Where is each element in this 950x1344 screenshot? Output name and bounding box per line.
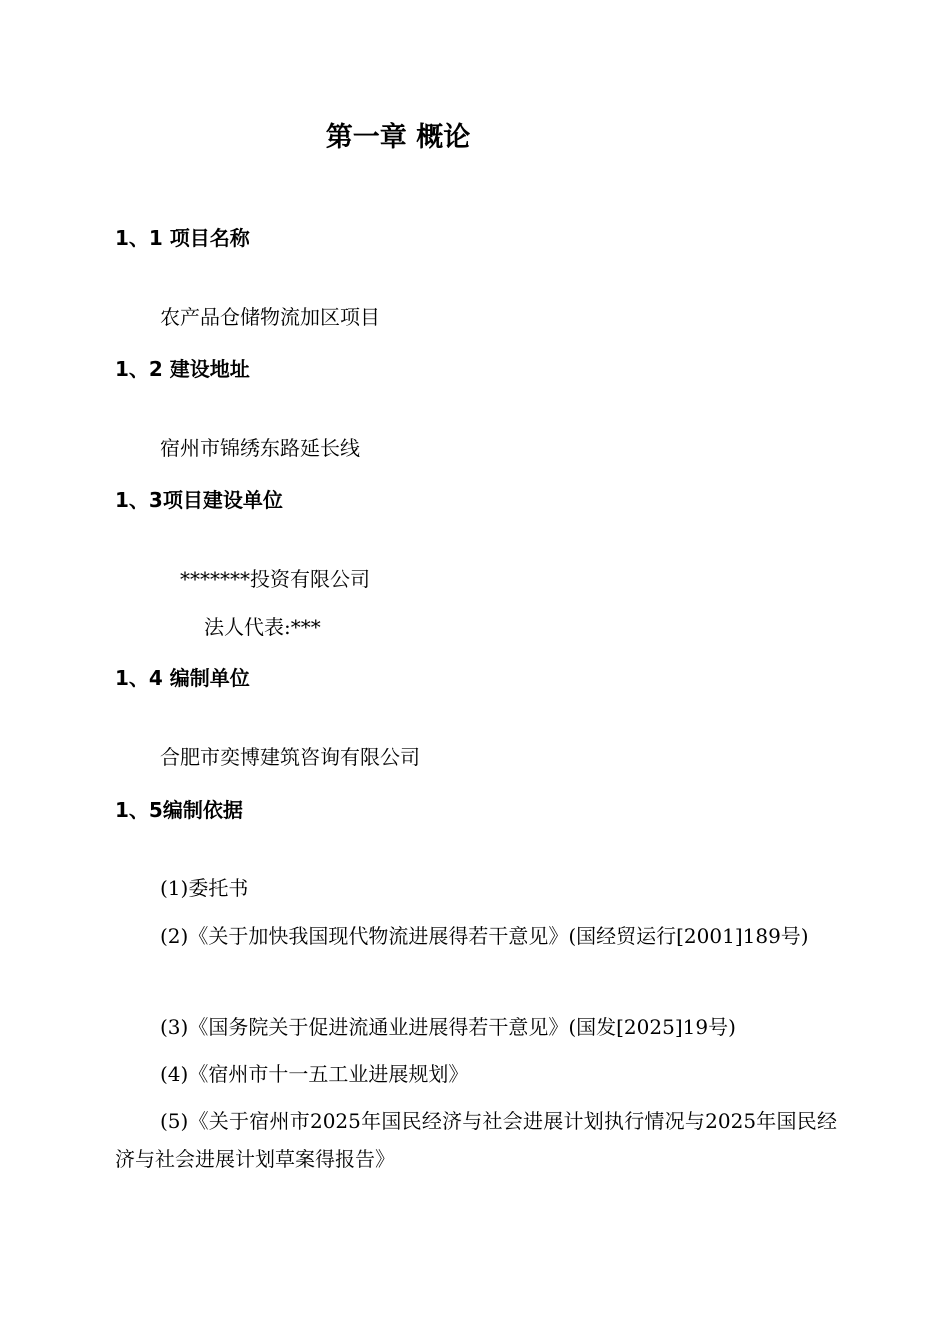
chapter-title: 第一章 概论 xyxy=(325,122,471,153)
construction-unit-text: *******投资有限公司 xyxy=(180,567,370,591)
basis-item-3: (3)《国务院关于促进流通业进展得若干意见》(国发[2025]19号) xyxy=(160,1015,736,1039)
legal-representative-text: 法人代表:*** xyxy=(204,615,321,639)
construction-address-text: 宿州市锦绣东路延长线 xyxy=(160,436,360,460)
basis-item-4: (4)《宿州市十一五工业进展规划》 xyxy=(160,1062,469,1086)
section-heading-compiling-basis: 1、5编制依据 xyxy=(115,798,243,822)
section-heading-construction-address: 1、2 建设地址 xyxy=(115,357,250,381)
basis-item-2: (2)《关于加快我国现代物流进展得若干意见》(国经贸运行[2001]189号) xyxy=(160,924,809,948)
basis-item-5: (5)《关于宿州市2025年国民经济与社会进展计划执行情况与2025年国民经济与社会进展计划草案得报告》 xyxy=(115,1109,837,1171)
project-name-text: 农产品仓储物流加区项目 xyxy=(160,305,380,329)
compiling-unit-text: 合肥市奕博建筑咨询有限公司 xyxy=(160,745,420,769)
section-heading-construction-unit: 1、3项目建设单位 xyxy=(115,488,283,512)
basis-item-1: (1)委托书 xyxy=(160,876,249,900)
section-heading-project-name: 1、1 项目名称 xyxy=(115,226,250,250)
section-heading-compiling-unit: 1、4 编制单位 xyxy=(115,666,250,690)
